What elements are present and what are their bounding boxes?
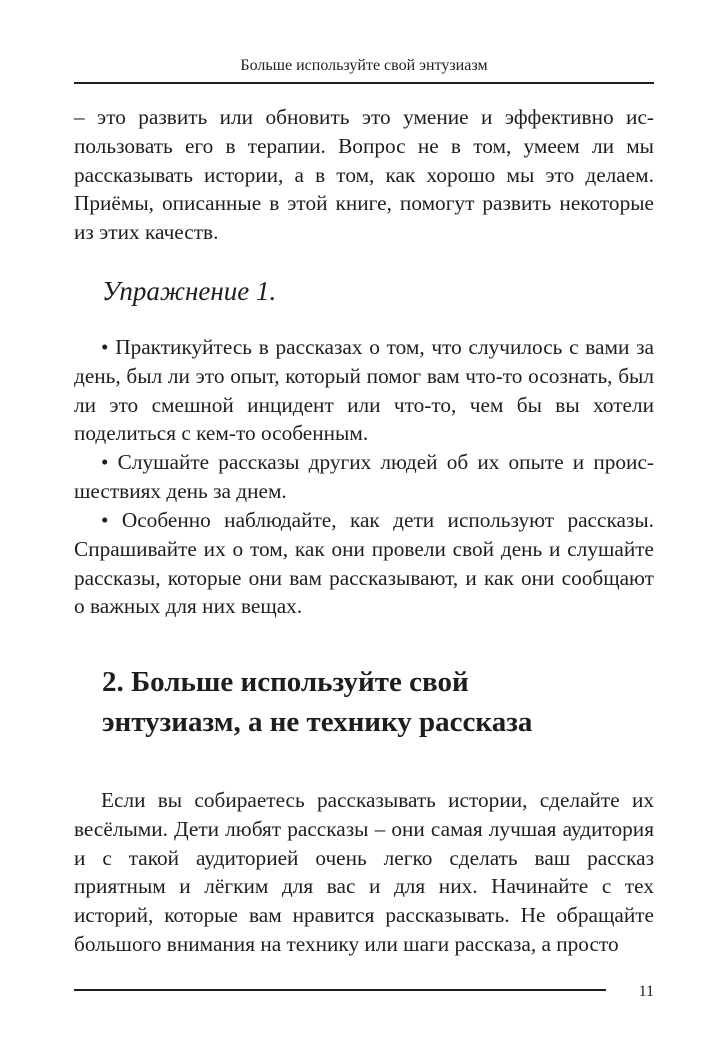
section-paragraph: Если вы собираетесь рассказывать истории, сделайте их весёлыми. Дети любят рассказы – они самая лучшая аудитория и с такой аудиторией очень легко сделать ваш рассказ приятным и лёгким для вас и для них. Начинайте с тех историй, которые вам нравится рассказывать. Не обращайте большого внимания на технику или шаги рассказа, а просто xyxy=(74,788,654,956)
section-title xyxy=(102,662,662,742)
intro-paragraph: – это развить или обновить это умение и эффективно использовать его в терапии. Вопрос не в том, умеем ли мы рассказывать истории, а в том, как хорошо мы это делаем. Приёмы, описанные в этой книге, помогут развить некоторые из этих качеств. xyxy=(74,105,654,245)
exercise-item-3: • Особенно наблюдайте, как дети используют рассказы. Спрашивайте их о том, как они провели свой день и слушайте рассказы, которые они вам рассказывают, и как они сообщают о важных для них вещах. xyxy=(74,508,654,619)
exercise-title: Упражнение 1. xyxy=(102,276,277,306)
exercise-item-1: • Практикуйтесь в рассказах о том, что случилось с вами за день, был ли это опыт, который помог вам что-то осознать, был ли это смешной инцидент или что-то, чем бы вы хотели поделиться с кем-то особенным. xyxy=(74,335,654,446)
page-number: 11 xyxy=(638,983,654,1000)
exercise-item-2: • Слушайте рассказы других людей об их опыте и происшествиях день за днем. xyxy=(74,450,654,503)
header-rule xyxy=(74,82,654,84)
footer-rule xyxy=(74,989,606,991)
section-title-line-1: 2. Больше используйте свой xyxy=(102,666,469,698)
running-header: Больше используйте свой энтузиазм xyxy=(240,57,488,74)
section-title-line-2: энтузиазм, а не технику рассказа xyxy=(102,706,533,738)
